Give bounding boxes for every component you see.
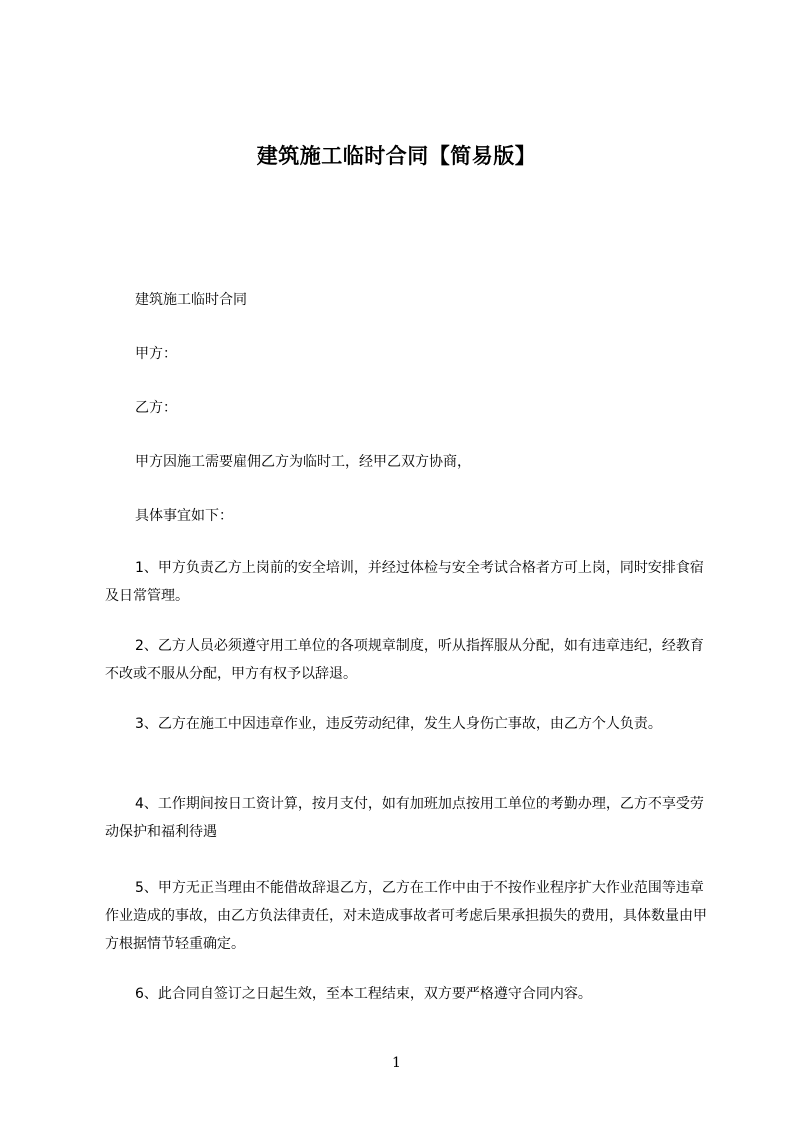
clause-4: 4、工作期间按日工资计算，按月支付，如有加班加点按用工单位的考勤办理，乙方不享受劳动保护和福利待遇	[105, 796, 704, 840]
clause-1: 1、甲方负责乙方上岗前的安全培训，并经过体检与安全考试合格者方可上岗，同时安排食宿及日常管理。	[105, 560, 704, 604]
page-number: 1	[392, 1055, 401, 1071]
document-title: 建筑施工临时合同【简易版】	[256, 144, 537, 168]
clause-5: 5、甲方无正当理由不能借故辞退乙方，乙方在工作中由于不按作业程序扩大作业范围等违章作业造成的事故，由乙方负法律责任，对未造成事故者可考虑后果承担损失的费用，具体数量由甲方根据情节轻重确定。	[105, 880, 707, 952]
intro-paragraph: 甲方因施工需要雇佣乙方为临时工，经甲乙双方协商，	[135, 454, 471, 470]
lead-paragraph: 具体事宜如下：	[135, 508, 233, 524]
party-a-line: 甲方：	[135, 346, 177, 362]
clause-2: 2、乙方人员必须遵守用工单位的各项规章制度，听从指挥服从分配，如有违章违纪，经教育不改或不服从分配，甲方有权予以辞退。	[105, 638, 704, 682]
clause-6: 6、此合同自签订之日起生效，至本工程结束，双方要严格遵守合同内容。	[135, 986, 592, 1002]
clause-3: 3、乙方在施工中因违章作业，违反劳动纪律，发生人身伤亡事故，由乙方个人负责。	[135, 716, 662, 732]
party-b-line: 乙方：	[135, 400, 177, 416]
contract-heading: 建筑施工临时合同	[135, 292, 247, 308]
